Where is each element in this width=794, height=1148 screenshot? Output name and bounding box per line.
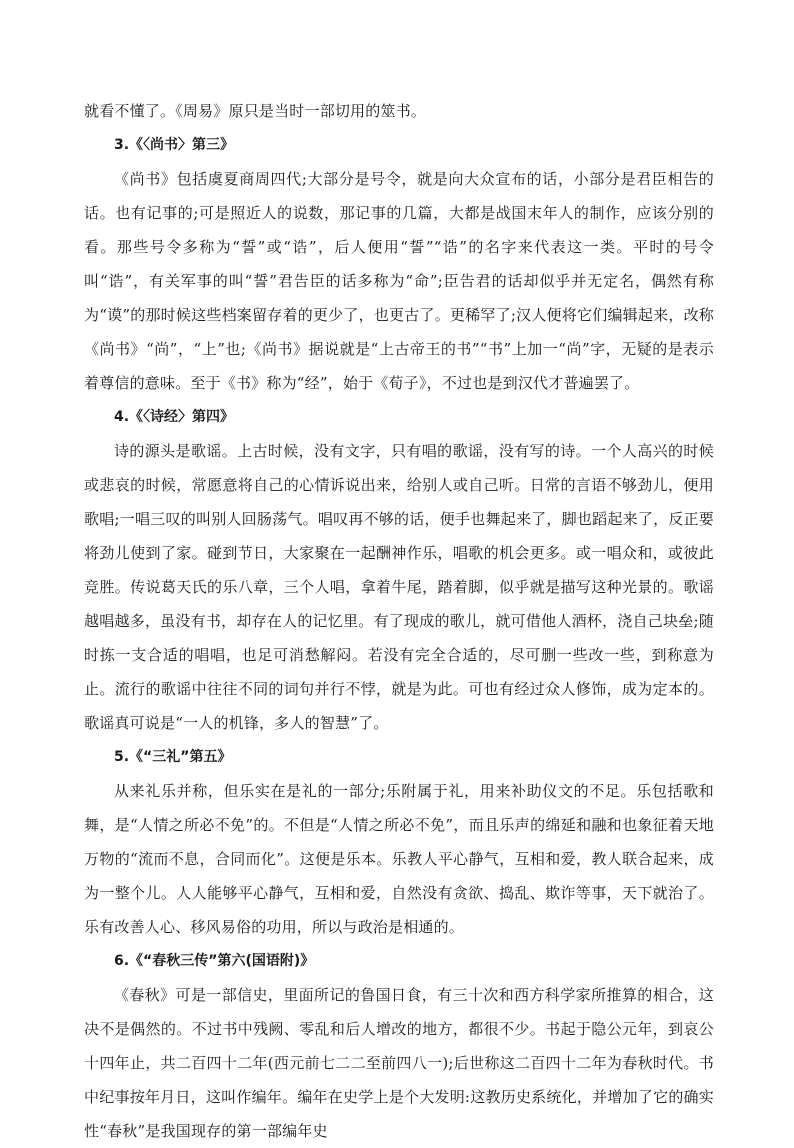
section-heading-sanli: 5.《“三礼”第五》 xyxy=(114,749,232,765)
section-heading-shijing: 4.《〈诗经〉第四》 xyxy=(114,409,235,425)
section-paragraph-shijing: 诗的源头是歌谣。上古时候，没有文字，只有唱的歌谣，没有写的诗。一个人高兴的时候或悲哀的时候，常愿意将自己的心情诉说出来，给别人或自己听。日常的言语不够劲儿，便用歌唱;一唱三叹的叫别人回肠荡气。唱叹再不够的话，便手也舞起来了，脚也蹈起来了，反正要将劲儿使到了家。碰到节日，大家聚在一起酬神作乐，唱歌的机会更多。或一唱众和，或彼此竞胜。传说葛天氏的乐八章，三个人唱，拿着牛尾，踏着脚，似乎就是描写这种光景的。歌谣越唱越多，虽没有书，却存在人的记忆里。有了现成的歌儿，就可借他人酒杯，浇自己块垒;随时拣一支合适的唱唱，也足可消愁解闷。若没有完全合适的，尽可删一些改一些，到称意为止。流行的歌谣中往往不同的词句并行不悖，就是为此。可也有经过众人修饰，成为定本的。歌谣真可说是“一人的机锋，多人的智慧”了。 xyxy=(84,442,714,732)
section-paragraph-shangshu: 《尚书》包括虞夏商周四代;大部分是号令，就是向大众宣布的话，小部分是君臣相告的话。也有记事的;可是照近人的说数，那记事的几篇，大都是战国末年人的制作，应该分别的看。那些号令多称为“誓”或“诰”，后人便用“誓”“诰”的名字来代表这一类。平时的号令叫“诰”，有关军事的叫“誓”君告臣的话多称为“命”;臣告君的话却似乎并无定名，偶然有称为“谟”的那时候这些档案留存着的更少了，也更古了。更稀罕了;汉人便将它们编辑起来，改称《尚书》“尚”，“上”也;《尚书》据说就是“上古帝王的书”“书”上加一“尚”字，无疑的是表示着尊信的意味。至于《书》称为“经”，始于《荀子》，不过也是到汉代才普遍罢了。 xyxy=(84,170,714,392)
section-heading-chunqiu: 6.《“春秋三传”第六(国语附)》 xyxy=(114,953,315,969)
section-paragraph-sanli: 从来礼乐并称，但乐实在是礼的一部分;乐附属于礼，用来补助仪文的不足。乐包括歌和舞，是“人情之所必不免”的。不但是“人情之所必不免”，而且乐声的绵延和融和也象征着天地万物的“流而不息，合同而化”。这便是乐本。乐教人平心静气，互相和爱，教人联合起来，成为一整个儿。人人能够平心静气，互相和爱，自然没有贪欲、捣乱、欺诈等事，天下就治了。乐有改善人心、移风易俗的功用，所以与政治是相通的。 xyxy=(84,782,714,936)
section-heading-shangshu: 3.《〈尚书〉第三》 xyxy=(114,137,235,153)
intro-paragraph: 就看不懂了。《周易》原只是当时一部切用的筮书。 xyxy=(84,102,427,120)
section-paragraph-chunqiu: 《春秋》可是一部信史，里面所记的鲁国日食，有三十次和西方科学家所推算的相合，这决不是偶然的。不过书中残阙、零乱和后人增改的地方，都很不少。书起于隐公元年，到哀公十四年止，共二百四十二年(西元前七二二至前四八一);后世称这二百四十二年为春秋时代。书中纪事按年月日，这叫作编年。编年在史学上是个大发明:这教历史系统化，并增加了它的确实性“春秋”是我国现存的第一部编年史 xyxy=(84,986,714,1140)
document-body xyxy=(84,94,714,1148)
